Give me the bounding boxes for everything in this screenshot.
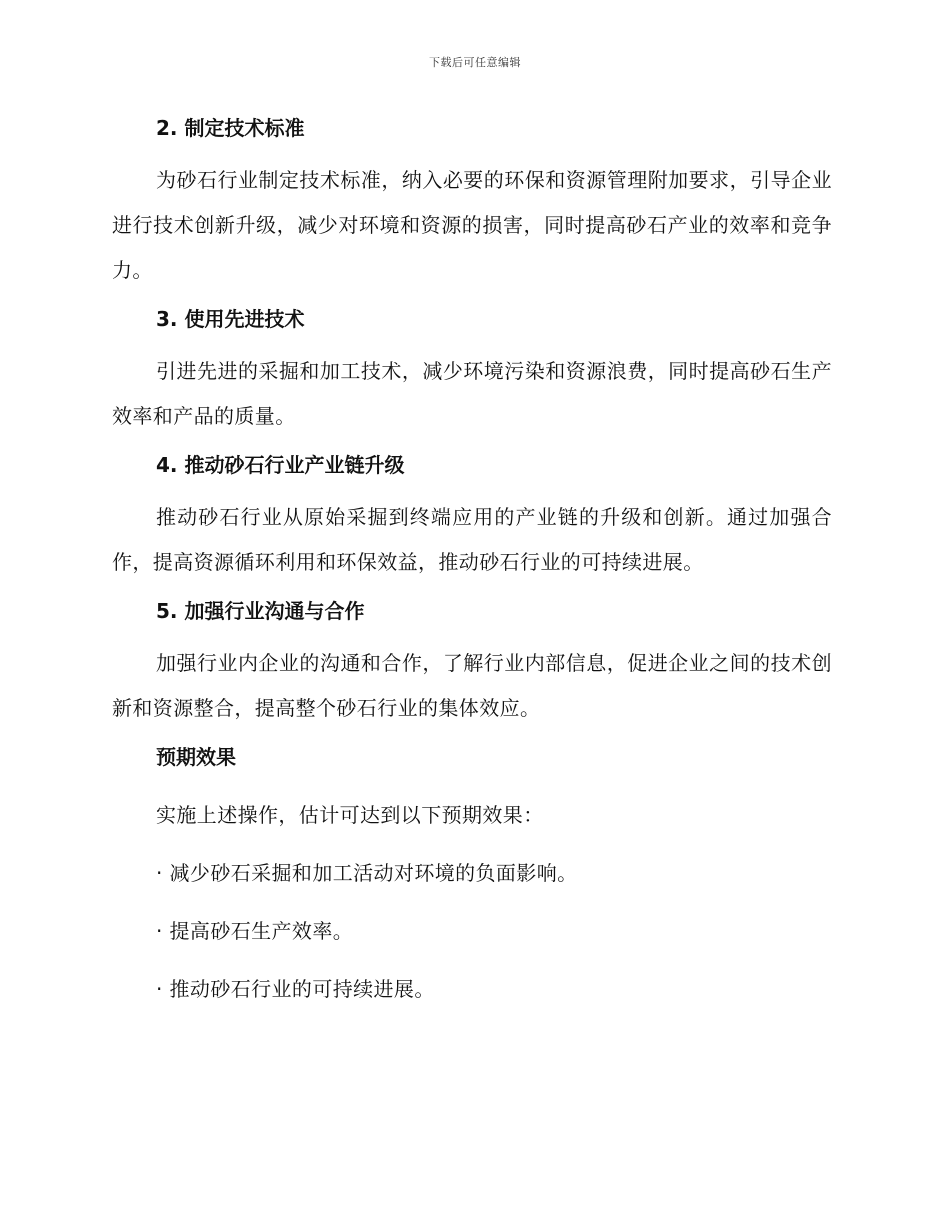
page-header-note: 下载后可任意编辑 xyxy=(429,56,521,69)
effects-intro: 实施上述操作，估计可达到以下预期效果： xyxy=(156,803,544,827)
effects-list-item: · 减少砂石采掘和加工活动对环境的负面影响。 xyxy=(156,861,578,885)
document-body xyxy=(112,112,832,1005)
section-heading: 3. 使用先进技术 xyxy=(156,307,305,331)
section-paragraph: 为砂石行业制定技术标准，纳入必要的环保和资源管理附加要求，引导企业进行技术创新升级，减少对环境和资源的损害，同时提高砂石产业的效率和竞争力。 xyxy=(112,168,832,282)
effects-list-item: · 提高砂石生产效率。 xyxy=(156,919,354,943)
effects-heading: 预期效果 xyxy=(156,745,236,769)
section-paragraph: 推动砂石行业从原始采掘到终端应用的产业链的升级和创新。通过加强合作，提高资源循环利用和环保效益，推动砂石行业的可持续进展。 xyxy=(112,505,832,574)
effects-list-item: · 推动砂石行业的可持续进展。 xyxy=(156,977,435,1001)
section-paragraph: 引进先进的采掘和加工技术，减少环境污染和资源浪费，同时提高砂石生产效率和产品的质量。 xyxy=(112,359,832,428)
section-heading: 2. 制定技术标准 xyxy=(156,116,305,140)
section-heading: 5. 加强行业沟通与合作 xyxy=(156,599,365,623)
section-heading: 4. 推动砂石行业产业链升级 xyxy=(156,453,405,477)
section-paragraph: 加强行业内企业的沟通和合作，了解行业内部信息，促进企业之间的技术创新和资源整合，提高整个砂石行业的集体效应。 xyxy=(112,651,832,720)
